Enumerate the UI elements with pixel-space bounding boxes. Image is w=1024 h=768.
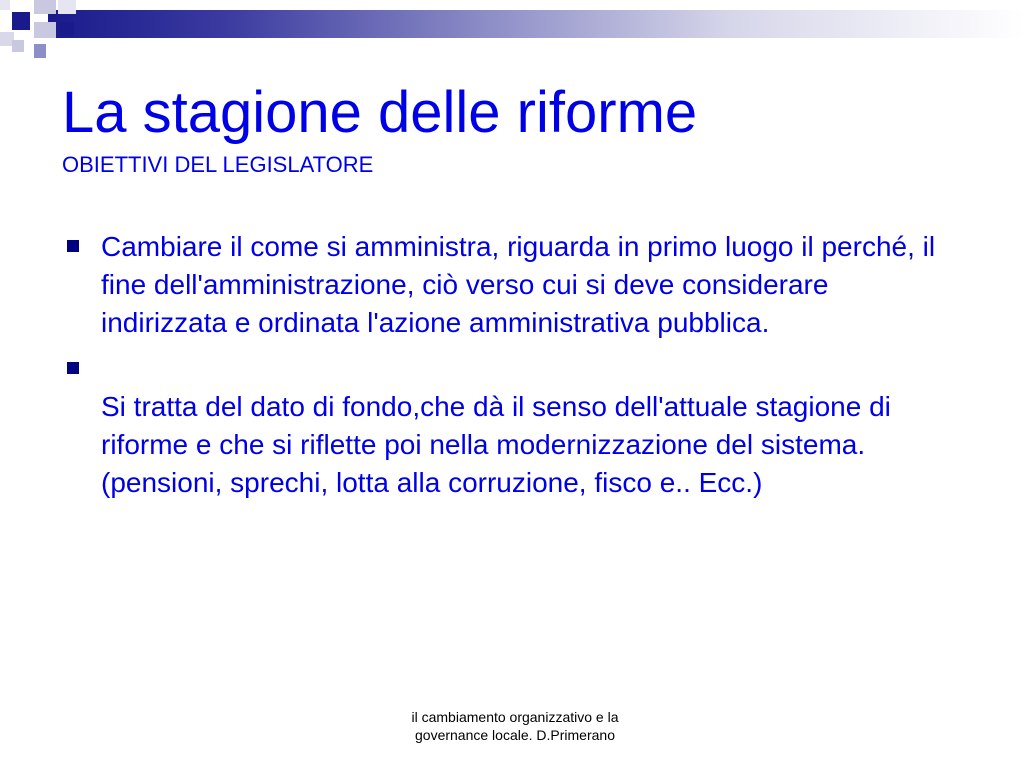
bullet-text: Si tratta del dato di fondo,che dà il senso dell'attuale stagione di riforme e che si riflette poi nella modernizzazione del sistema. (pensioni, sprechi, lotta alla corruzione, fisco e.. Ecc.) (101, 391, 891, 498)
slide-footer: il cambiamento organizzativo e la governance locale. D.Primerano (411, 709, 619, 743)
bullet-item (62, 350, 962, 502)
decorative-square (12, 40, 24, 52)
header-gradient-band (48, 10, 1024, 38)
decorative-square (12, 12, 30, 30)
decorative-square (58, 0, 76, 14)
decorative-square (0, 0, 10, 10)
bullet-text: Cambiare il come si amministra, riguarda in primo luogo il perché, il fine dell'amministrazione, ciò verso cui si deve considerare indirizzata e ordinata l'azione amministrativa pubblica. (101, 231, 936, 338)
square-bullet-icon (67, 362, 79, 374)
bullet-item (62, 228, 962, 342)
bullet-list (62, 228, 962, 510)
slide-subtitle: OBIETTIVI DEL LEGISLATORE (62, 152, 374, 177)
square-bullet-icon (67, 240, 79, 252)
decorative-square (60, 22, 74, 36)
decorative-square (34, 0, 56, 14)
decorative-square (34, 44, 46, 58)
slide-title: La stagione delle riforme (62, 80, 698, 145)
decorative-square (34, 22, 56, 38)
